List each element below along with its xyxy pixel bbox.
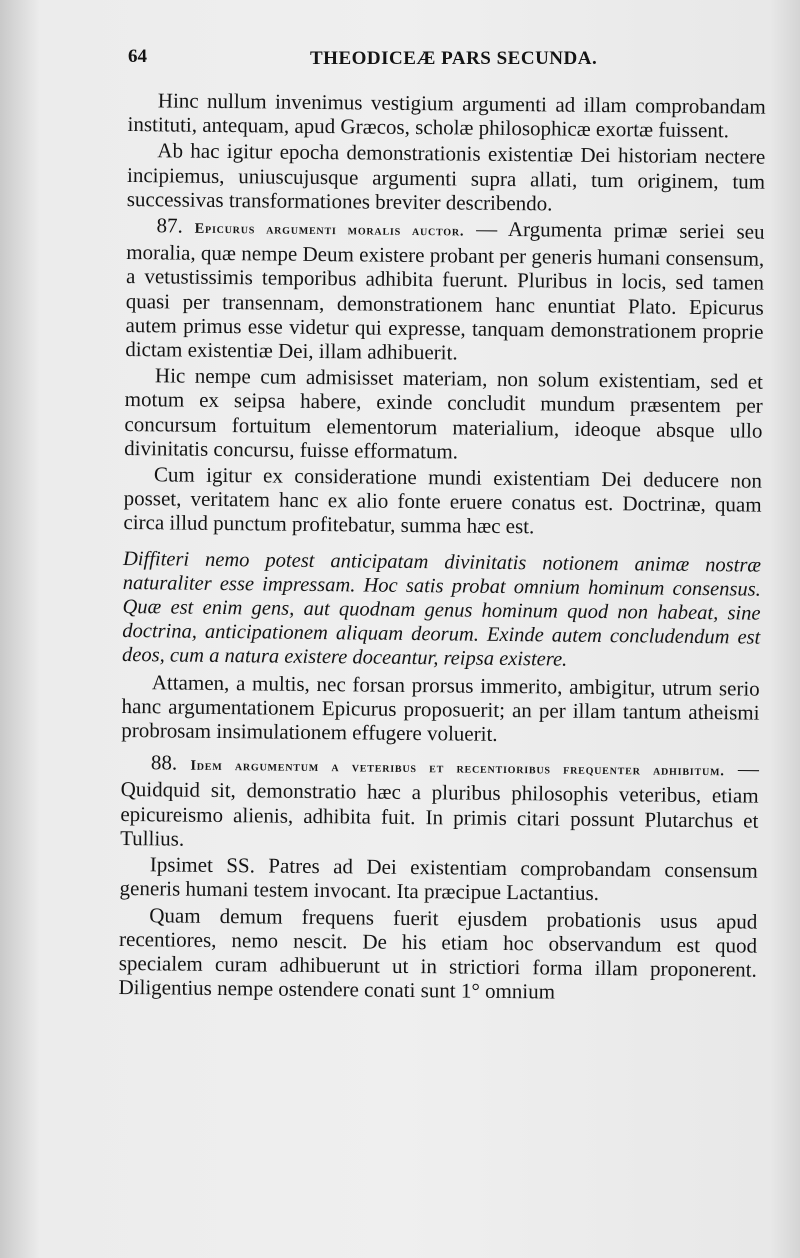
running-title: THEODICEÆ PARS SECUNDA.: [310, 48, 598, 69]
page-number: 64: [128, 46, 147, 67]
section-87: [125, 213, 765, 368]
section-88-title: Idem argumentum a veteribus et recentioribus frequenter adhibitum.: [190, 757, 725, 780]
section-87-title: Epicurus argumenti moralis auctor.: [194, 220, 465, 240]
epicurus-quote: Diffiteri nemo potest anticipatam divinitatis notionem animæ nostræ naturaliter esse impressam. Hoc satis probat omnium hominum consensus. Quæ est enim gens, aut quodnam genus hominum quod non habeat, sine doctrina, anticipationem aliquam deorum. Exinde autem concludendum est deos, cum a natura existere doceantur, reipsa existere.: [121, 547, 762, 672]
paragraph-2: Ab hac igitur epocha demonstrationis existentiæ Dei historiam nectere incipiemus, uniuscujusque argumenti supra allati, tum originem, tum successivas transformationes breviter describendo.: [126, 138, 766, 216]
paragraph-1: Hinc nullum invenimus vestigium argumenti ad illam comprobandam instituti, antequam, apud Græcos, scholæ philosophicæ exortæ fuissent.: [127, 88, 766, 143]
section-88-number: 88.: [150, 750, 178, 775]
section-88: [120, 750, 759, 856]
paragraph-5: Attamen, a multis, nec forsan prorsus immerito, ambigitur, utrum serio hanc argumentationem Epicurus proposuerit; an per illam tantum atheismi probrosam insimulationem effugere voluerit.: [121, 669, 760, 746]
section-87-number: 87.: [156, 213, 183, 238]
paragraph-4: Cum igitur ex consideratione mundi existentiam Dei deducere non posset, veritatem hanc ex alio fonte eruere conatus est. Doctrinæ, quam circa illud punctum profitebatur, summa hæc est.: [123, 462, 763, 539]
page-body: [118, 88, 766, 1008]
page-header: [128, 38, 768, 78]
paragraph-3: Hic nempe cum admisisset materiam, non solum existentiam, sed et motum ex seipsa habere, exinde concludit mundum præsentem per concursum fortuitum elementorum materialium, ideoque absque ullo divinitatis concursu, fuisse efformatum.: [124, 363, 764, 464]
paragraph-7: Quam demum frequens fuerit ejusdem probationis usus apud recentiores, nemo nescit. De his etiam hoc observandum est quod specialem curam adhibuerunt ut in strictiori forma illam proponerent. Diligentius nempe ostendere conati sunt 1° omnium: [118, 902, 758, 1004]
section-88-text: — Quidquid sit, demonstratio hæc a pluribus philosophis veteribus, etiam epicureismo alienis, adhibita fuit. In primis citari possunt Plutarchus et Tullius.: [120, 756, 760, 851]
section-87-text: — Argumenta primæ seriei seu moralia, quæ nempe Deum existere probant per generis humani consensum, a vetustissimis temporibus adhibita fuerunt. Pluribus in locis, sed tamen quasi per transennam, demonstrationem hanc enuntiat Plato. Epicurus autem primus esse videtur qui expresse, tanquam demonstrationem proprie dictam existentiæ Dei, illam adhibuerit.: [125, 216, 765, 365]
paragraph-6: Ipsimet SS. Patres ad Dei existentiam comprobandam consensum generis humani testem invocant. Ita præcipue Lactantius.: [119, 852, 758, 906]
